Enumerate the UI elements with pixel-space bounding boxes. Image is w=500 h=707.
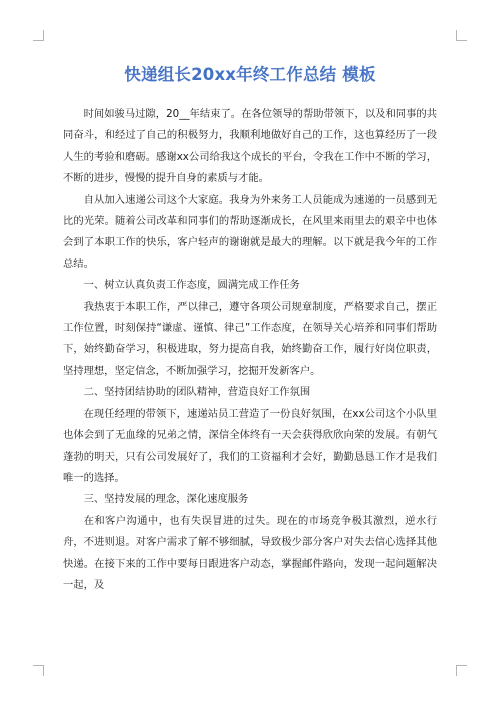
section-heading-2: 二、坚持团结协助的团队精神，营造良好工作氛围: [83, 386, 311, 399]
paragraph-section-1: 我热衷于本职工作，严以律己，遵守各项公司规章制度，严格要求自己，摆正工作位置，时刻保持“谦虚、谨慎、律己”工作态度，在领导关心培养和同事们帮助下，始终勤奋学习，积极进取，努力提高自我，始终勤奋工作，履行好岗位职责，坚持理想，坚定信念，不断加强学习，挖掘开发新客户。: [63, 300, 437, 377]
crop-mark-bottom-left: [33, 665, 44, 676]
document-body: [63, 104, 437, 596]
document-title: 快递组长20xx年终工作总结 模板: [124, 65, 376, 84]
paragraph-section-2: 在现任经理的带领下，速递站员工营造了一份良好氛围，在xx公司这个小队里也体会到了无血缘的兄弟之情，深信全体终有一天会获得欣欣向荣的发展。有朝气蓬勃的明天，只有公司发展好了，我们的工资福利才会好，勤勤恳恳工作才是我们唯一的选择。: [63, 407, 437, 484]
paragraph-intro: 时间如骏马过隙，20__年结束了。在各位领导的帮助带领下，以及和同事的共同奋斗，和经过了自己的积极努力，我顺利地做好自己的工作，这也算经历了一段人生的考验和磨砺。感谢xx公司给我这个成长的平台，令我在工作中不断的学习，不断的进步，慢慢的提升自身的素质与才能。: [63, 108, 437, 185]
section-heading-3: 三、坚持发展的理念，深化速度服务: [83, 493, 249, 506]
crop-mark-top-left: [33, 30, 44, 41]
crop-mark-bottom-right: [456, 665, 467, 676]
section-heading-1: 一、树立认真负责工作态度，圆满完成工作任务: [83, 279, 300, 292]
paragraph-section-3: 在和客户沟通中，也有失误冒进的过失。现在的市场竞争极其激烈，逆水行舟，不进则退。对客户需求了解不够细腻，导致极少部分客户对失去信心选择其他快递。在接下来的工作中要每日跟进客户动态，掌握邮件路向，发现一起问题解决一起，及: [63, 514, 437, 591]
crop-mark-top-right: [456, 30, 467, 41]
paragraph-joining: 自从加入速递公司这个大家庭。我身为外来务工人员能成为速递的一员感到无比的光荣。随着公司改革和同事们的帮助逐渐成长，在风里来雨里去的艰辛中也体会到了本职工作的快乐，客户轻声的谢谢就是最大的理解。以下就是我今年的工作总结。: [63, 193, 437, 270]
